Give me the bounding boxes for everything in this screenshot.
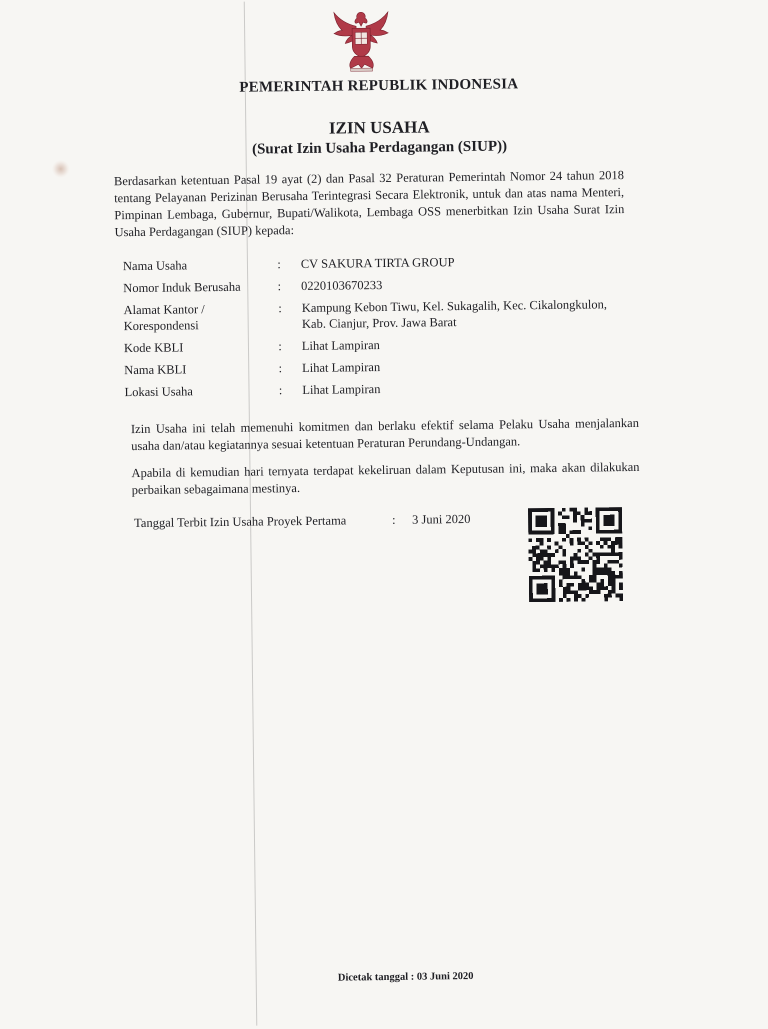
issue-date-row xyxy=(134,512,494,531)
intro-paragraph: Berdasarkan ketentuan Pasal 19 ayat (2) dan Pasal 32 Peraturan Pemerintah Nomor 24 tahun 2018 tentang Pelayanan Perizinan Berusaha Terintegrasi Secara Elektronik, untuk dan atas nama Menteri, Pimpinan Lembaga, Gubernur, Bupati/Walikota, Lembaga OSS menerbitkan Izin Usaha Surat Izin Usaha Perdagangan (SIUP) kepada: xyxy=(114,167,625,241)
field-nama-usaha xyxy=(123,252,633,274)
issue-date-colon: : xyxy=(392,513,412,528)
field-nama-kbli xyxy=(124,356,634,378)
field-value: Kampung Kebon Tiwu, Kel. Sukagalih, Kec. Cikalongkulon, Kab. Cianjur, Prov. Jawa Barat xyxy=(302,296,634,332)
field-alamat-kantor xyxy=(123,296,633,334)
field-label: Nama KBLI xyxy=(124,360,279,378)
field-value: Lihat Lampiran xyxy=(302,378,634,398)
field-colon: : xyxy=(279,382,303,398)
field-lokasi-usaha xyxy=(124,378,634,400)
business-fields xyxy=(123,252,635,406)
field-value: 0220103670233 xyxy=(301,274,633,294)
government-heading: PEMERINTAH REPUBLIK INDONESIA xyxy=(0,73,763,99)
document-subtitle: (Surat Izin Usaha Perdagangan (SIUP)) xyxy=(0,135,764,161)
field-colon: : xyxy=(278,278,302,294)
field-colon: : xyxy=(278,300,302,332)
field-colon: : xyxy=(279,360,303,376)
field-label: Nomor Induk Berusaha xyxy=(123,278,278,296)
field-colon: : xyxy=(278,338,302,354)
field-label: Kode KBLI xyxy=(124,338,279,356)
field-value: Lihat Lampiran xyxy=(302,356,634,376)
field-nomor-induk-berusaha xyxy=(123,274,633,296)
validity-paragraph: Izin Usaha ini telah memenuhi komitmen dan berlaku efektif selama Pelaku Usaha menjalankan usaha dan/atau kegiatannya sesuai ketentuan Peraturan Perundang-Undangan. xyxy=(131,415,639,455)
field-value: CV SAKURA TIRTA GROUP xyxy=(301,252,633,272)
issue-date-value: 3 Juni 2020 xyxy=(412,512,471,528)
field-colon: : xyxy=(277,256,301,272)
issue-date-label: Tanggal Terbit Izin Usaha Proyek Pertama xyxy=(134,513,392,531)
garuda-emblem-icon xyxy=(328,6,395,73)
field-value: Lihat Lampiran xyxy=(302,334,634,354)
field-kode-kbli xyxy=(124,334,634,356)
field-label: Lokasi Usaha xyxy=(124,382,279,400)
document-title: IZIN USAHA xyxy=(0,113,763,142)
correction-paragraph: Apabila di kemudian hari ternyata terdapat kekeliruan dalam Keputusan ini, maka akan dilakukan perbaikan sebagaimana mestinya. xyxy=(131,459,639,499)
printed-date: Dicetak tanggal : 03 Juni 2020 xyxy=(6,967,768,988)
field-label: Alamat Kantor / Korespondensi xyxy=(123,301,250,335)
qr-code-icon xyxy=(528,507,623,602)
field-label: Nama Usaha xyxy=(123,256,278,274)
paper-stain xyxy=(52,160,70,178)
